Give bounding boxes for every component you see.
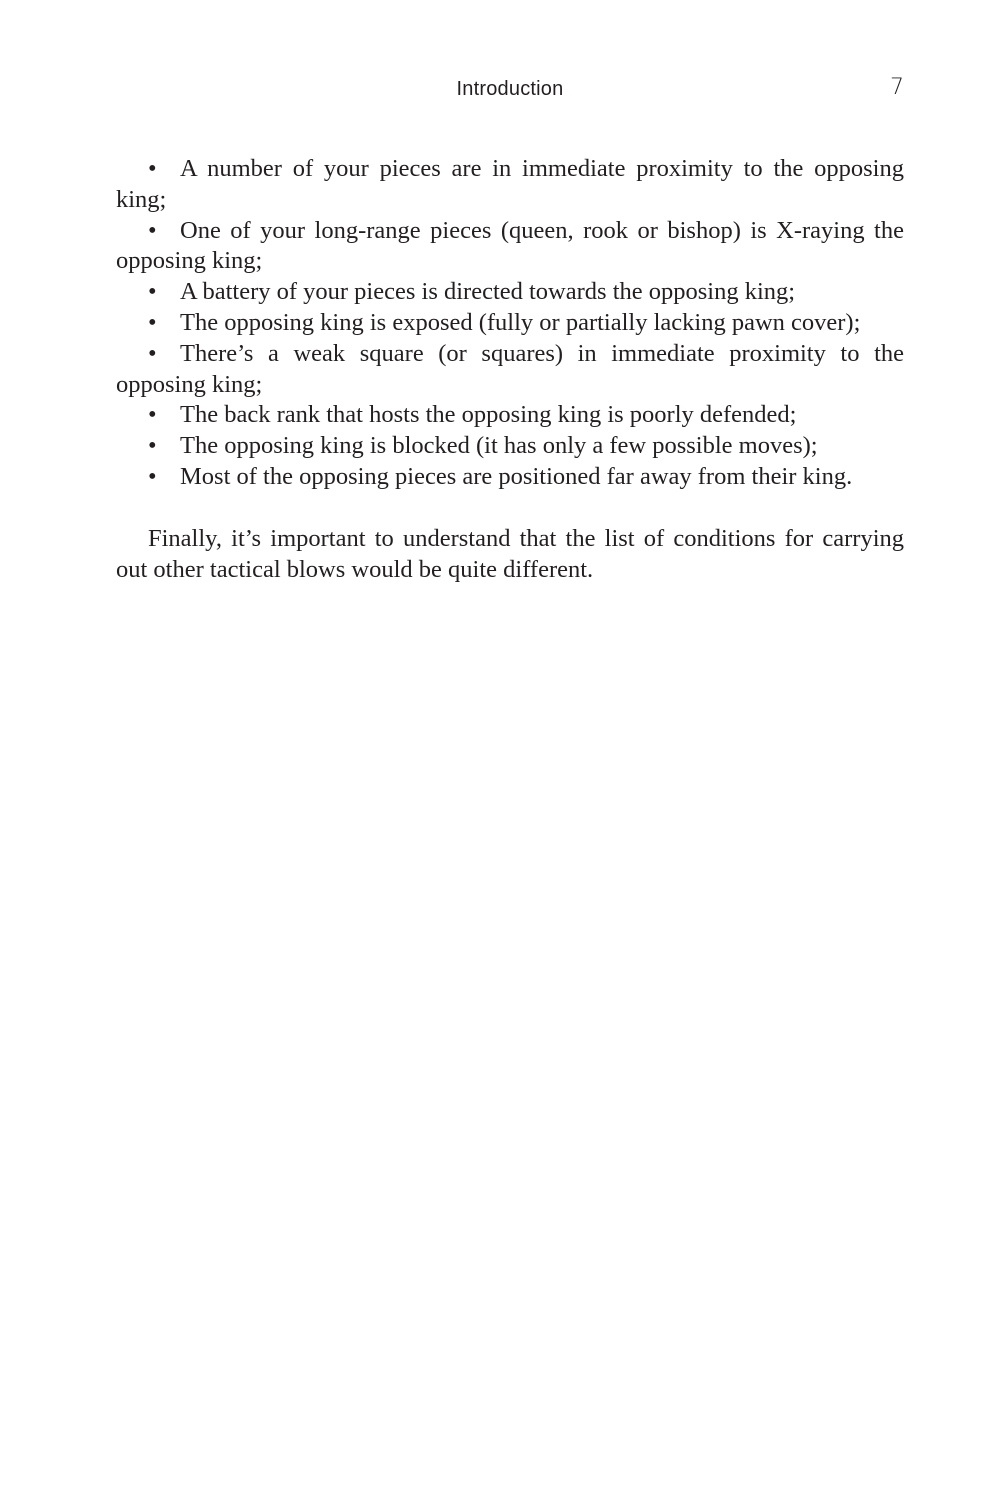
list-item xyxy=(116,277,904,308)
running-title: Introduction xyxy=(456,78,564,100)
closing-paragraph: Finally, it’s important to understand that the list of conditions for carrying out other tactical blows would be quite different. xyxy=(116,524,904,583)
list-item xyxy=(116,431,904,462)
bullet-icon: • xyxy=(148,339,157,367)
bullet-icon: • xyxy=(148,308,157,336)
list-item-text: A number of your pieces are in immediate proximity to the opposing king; xyxy=(116,155,904,213)
list-item-text: A battery of your pieces is directed towards the opposing king; xyxy=(180,278,796,306)
bullet-icon: • xyxy=(148,278,157,306)
list-item-text: Most of the opposing pieces are positioned far away from their king. xyxy=(180,462,853,490)
list-item-text: The opposing king is blocked (it has only a few possible moves); xyxy=(180,432,818,460)
list-item xyxy=(116,308,904,339)
list-item xyxy=(116,462,904,493)
page-number: 7 xyxy=(890,75,904,100)
list-item xyxy=(116,216,904,278)
bullet-icon: • xyxy=(148,401,157,429)
list-item xyxy=(116,154,904,216)
list-item xyxy=(116,339,904,401)
conditions-list xyxy=(116,154,904,493)
bullet-icon: • xyxy=(148,155,157,182)
running-header xyxy=(0,76,1000,104)
bullet-icon: • xyxy=(148,462,157,490)
list-item-text: One of your long-range pieces (queen, rook or bishop) is X-raying the opposing king; xyxy=(116,216,904,275)
list-item-text: The back rank that hosts the opposing king is poorly defended; xyxy=(180,401,797,429)
bullet-icon: • xyxy=(148,432,157,460)
list-item xyxy=(116,400,904,431)
list-item-text: The opposing king is exposed (fully or partially lacking pawn cover); xyxy=(180,308,861,336)
paragraph-spacer xyxy=(116,493,904,524)
list-item-text: There’s a weak square (or squares) in immediate proximity to the opposing king; xyxy=(116,339,904,398)
bullet-icon: • xyxy=(148,216,157,244)
body-text xyxy=(116,154,904,585)
